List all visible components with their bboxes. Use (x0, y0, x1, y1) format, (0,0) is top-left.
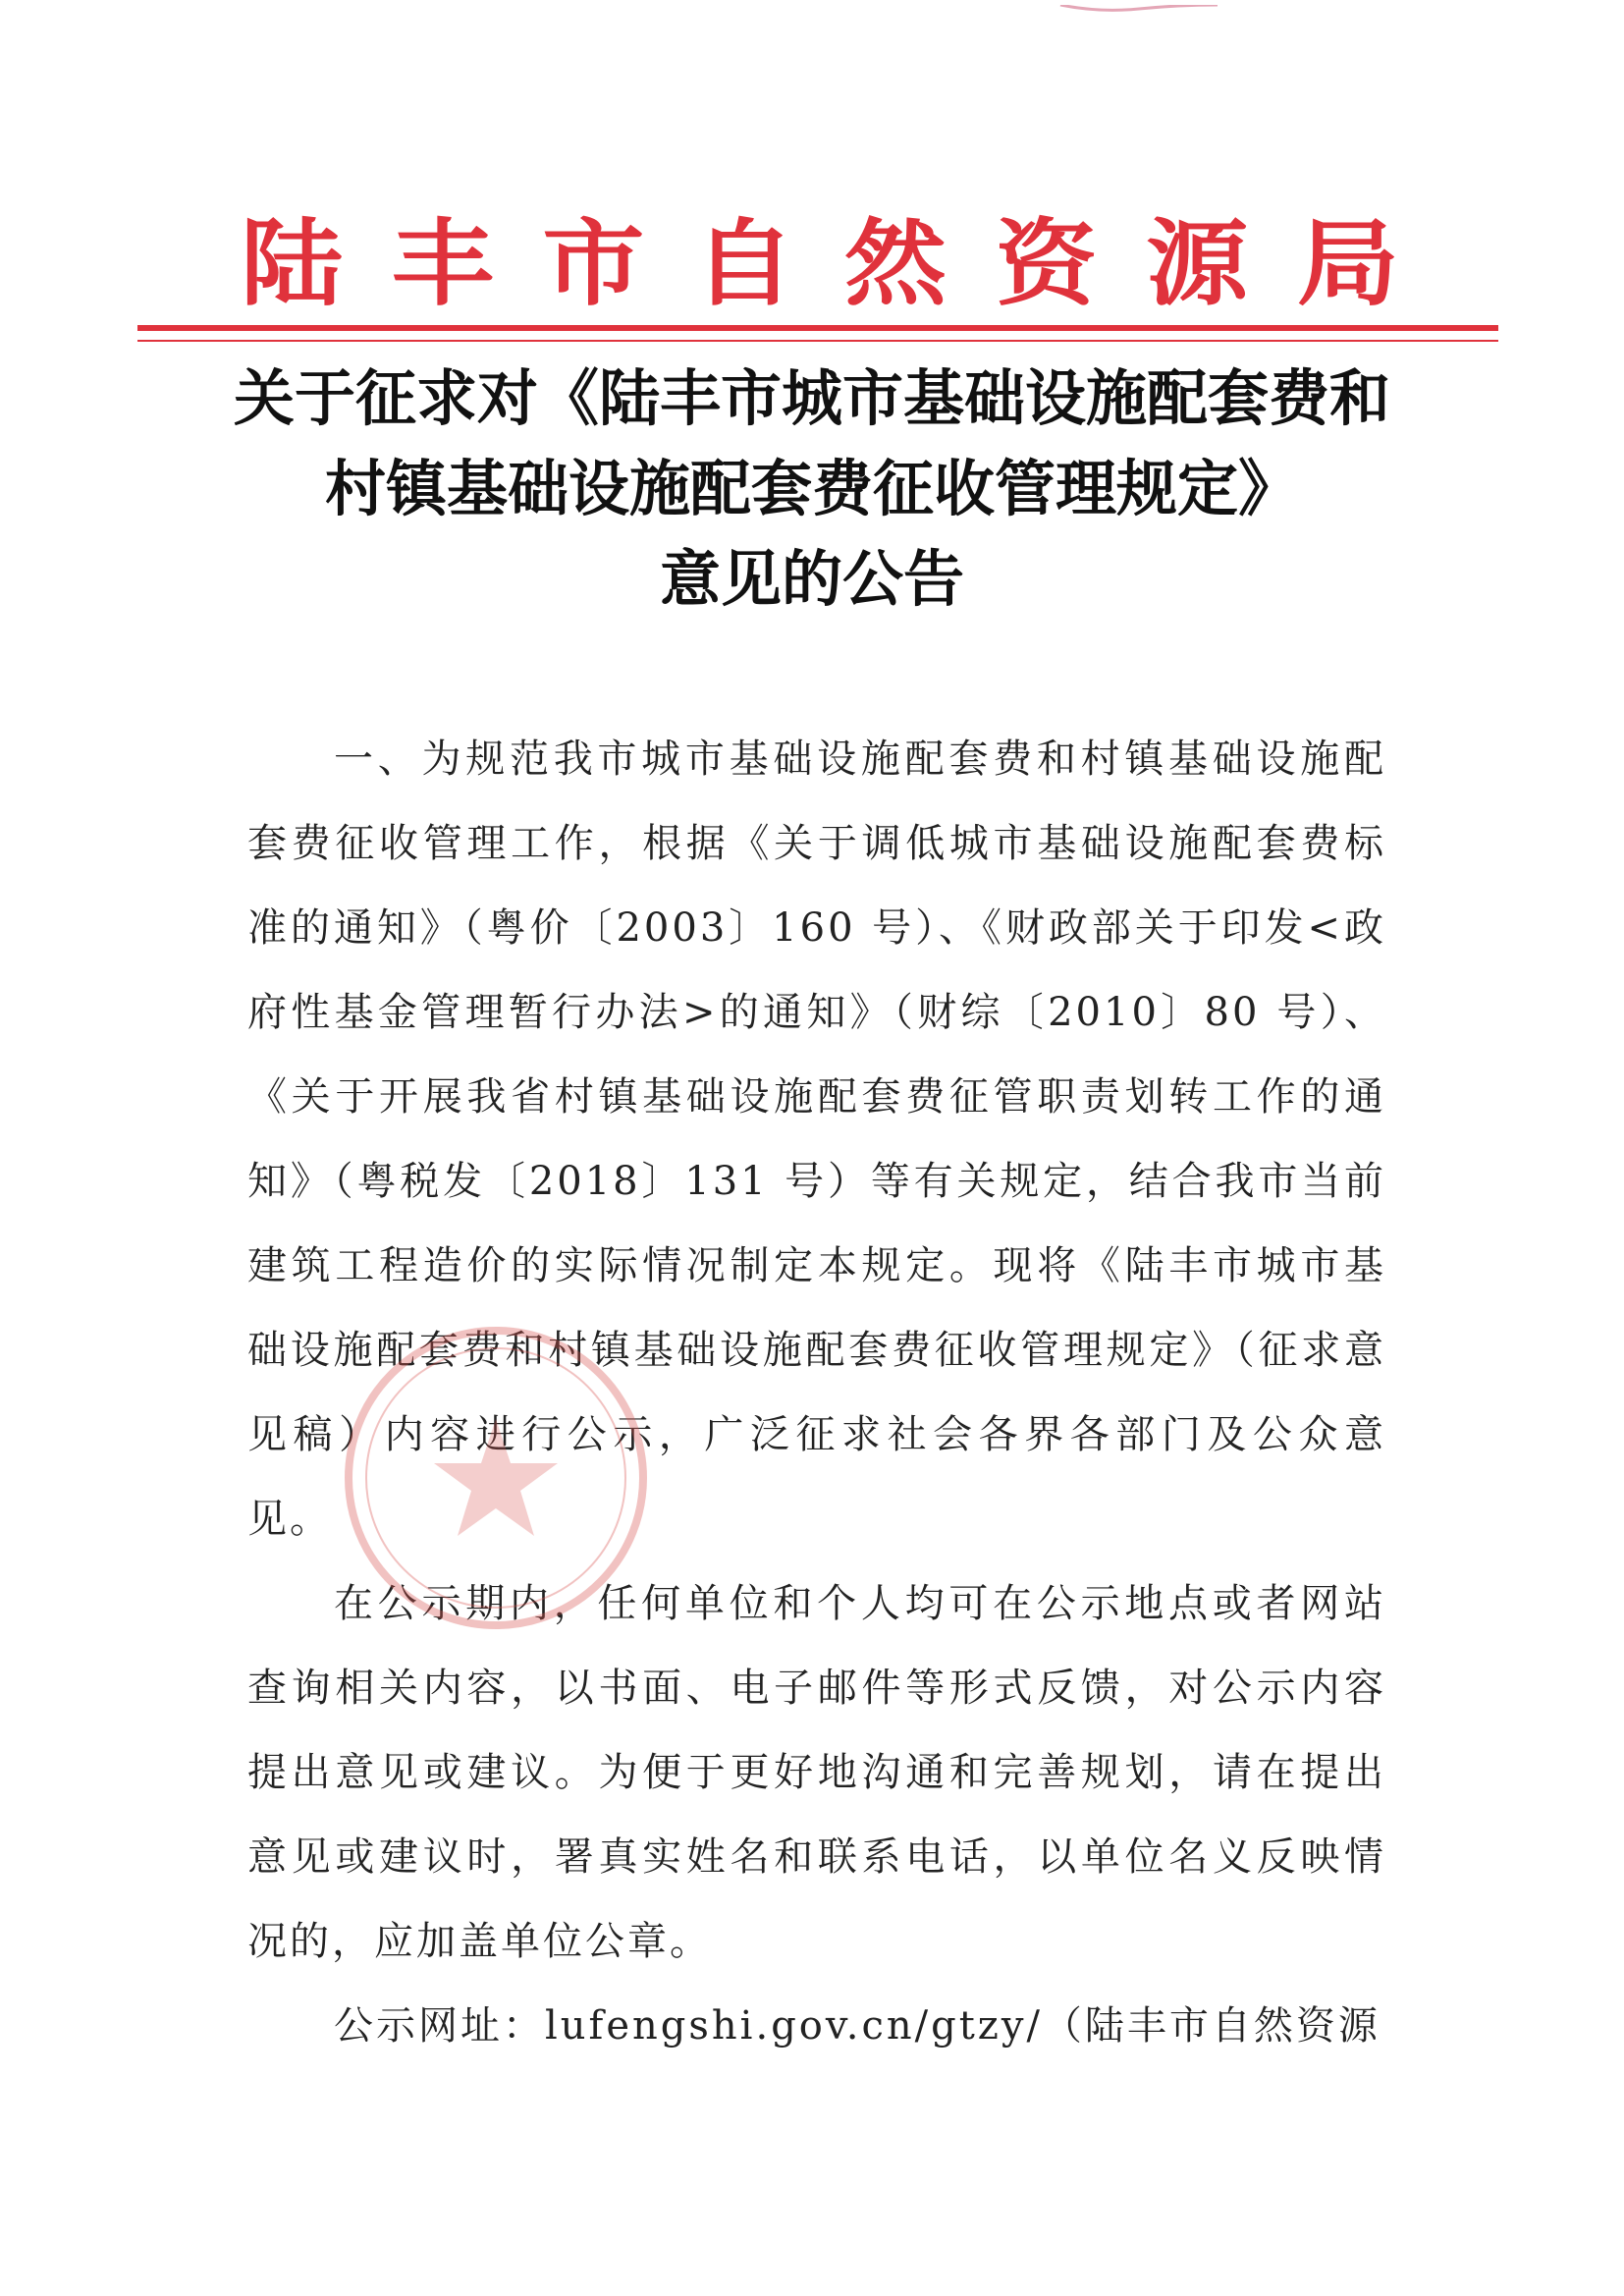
top-edge-stamp-fragment (1041, 0, 1237, 10)
title-line-1: 关于征求对《陆丰市城市基础设施配套费和 (233, 362, 1390, 434)
document-title (196, 354, 1428, 625)
letterhead-char: 源 (1146, 207, 1249, 319)
body-paragraph-1: 一、为规范我市城市基础设施配套费和村镇基础设施配套费征收管理工作，根据《关于调低城市基础设施配套费标准的通知》（粤价〔2003〕160 号）、《财政部关于印发<政府性基金管理暂行办法>的通知》（财综〔2010〕80 号）、《关于开展我省村镇基础设施配套费征管职责划转工作的通知》（粤税发〔2018〕131 号）等有关规定，结合我市当前建筑工程造价的实际情况制定本规定。现将《陆丰市城市基础设施配套费和村镇基础设施配套费征收管理规定》（征求意见稿）内容进行公示，广泛征求社会各界各部门及公众意见。 (247, 737, 1386, 1542)
title-line-2: 村镇基础设施配套费征收管理规定》 (324, 453, 1299, 524)
body-paragraph-2: 在公示期内，任何单位和个人均可在公示地点或者网站查询相关内容，以书面、电子邮件等形式反馈，对公示内容提出意见或建议。为便于更好地沟通和完善规划，请在提出意见或建议时，署真实姓名和联系电话，以单位名义反映情况的，应加盖单位公章。 (247, 1581, 1386, 1964)
letterhead-char: 丰 (391, 207, 494, 319)
document-body (247, 717, 1386, 2068)
letterhead-char: 然 (843, 207, 947, 319)
letterhead-title (241, 187, 1399, 324)
letterhead-char: 自 (693, 207, 796, 319)
letterhead-char: 陆 (241, 207, 344, 319)
letterhead-char: 资 (995, 207, 1098, 319)
letterhead-divider-thin (137, 340, 1498, 342)
body-paragraph-url: 公示网址：lufengshi.gov.cn/gtzy/（陆丰市自然资源 (334, 2003, 1380, 2049)
letterhead-char: 市 (542, 207, 645, 319)
letterhead-divider-thick (137, 325, 1498, 331)
letterhead-char: 局 (1296, 207, 1399, 319)
title-line-3: 意见的公告 (659, 543, 964, 615)
